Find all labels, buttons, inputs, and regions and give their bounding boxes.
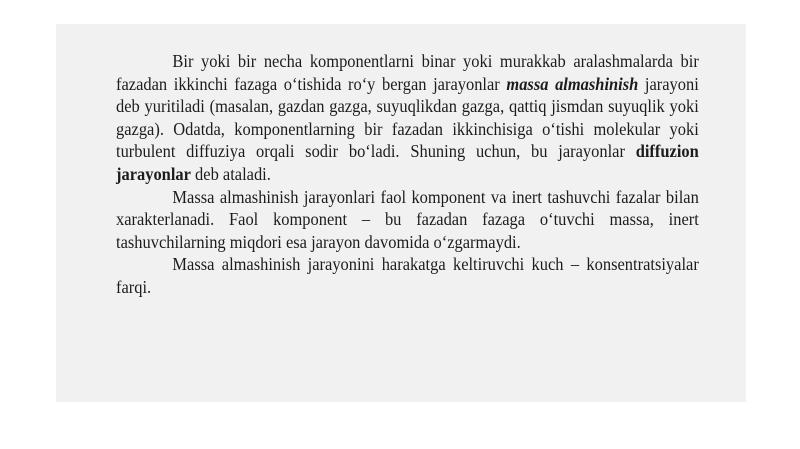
paragraph-3: Massa almashinish jarayonini harakatga keltiruvchi kuch – konsentratsiyalar farqi.: [116, 254, 699, 297]
paragraph-1-text-middle: jarayoni deb yuritiladi (masalan, gazdan gazga, suyuqlikdan gazga, qattiq jismdan suyuqlik yoki gazga). Odatda, komponentlarning bir fazadan ikkinchisiga o‘tishi molekular yoki turbulent diffuziya orqali sodir bo‘ladi. Shuning uchun, bu jarayonlar: [116, 73, 699, 162]
paragraph-1: [116, 50, 699, 186]
term-massa-almashinish: massa almashinish: [506, 73, 639, 94]
document-text: [116, 50, 699, 299]
document-page: [56, 24, 746, 402]
paragraph-1-text-end: deb ataladi.: [190, 163, 271, 184]
term-diffuzion-jarayonlar: diffuzion jarayonlar: [116, 141, 699, 184]
paragraph-1-text-start: Bir yoki bir necha komponentlarni binar yoki murakkab aralashmalarda bir fazadan ikkinchi fazaga o‘tishida ro‘y bergan jarayonlar: [116, 51, 699, 94]
paragraph-2: Massa almashinish jarayonlari faol komponent va inert tashuvchi fazalar bilan xarakterlanadi. Faol komponent – bu fazadan fazaga o‘tuvchi massa, inert tashuvchilarning miqdori esa jarayon davomida o‘zgarmaydi.: [116, 186, 699, 252]
